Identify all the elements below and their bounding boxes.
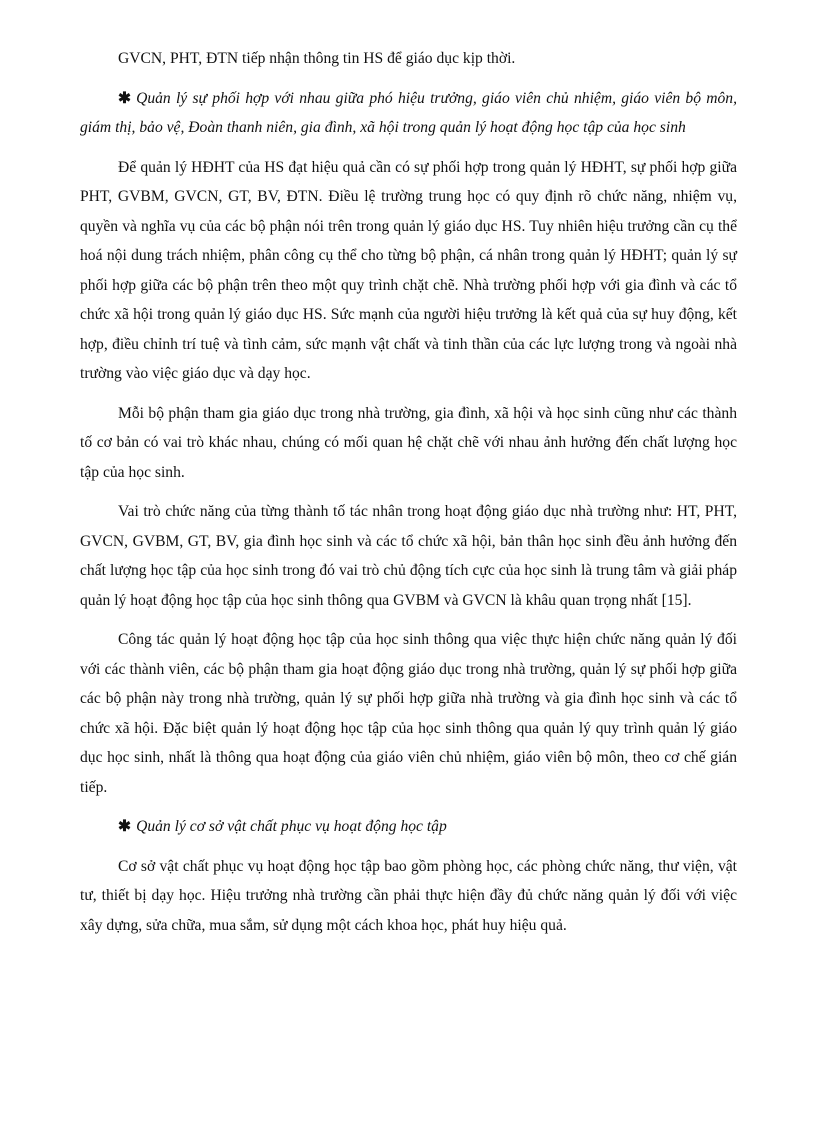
paragraph-components: Mỗi bộ phận tham gia giáo dục trong nhà trường, gia đình, xã hội và học sinh cũng như các thành tố cơ bản có vai trò khác nhau, chúng có mối quan hệ chặt chẽ với nhau ảnh hưởng đến chất lượng học tập của học sinh. bbox=[80, 404, 737, 481]
paragraph-facilities: Cơ sở vật chất phục vụ hoạt động học tập bao gồm phòng học, các phòng chức năng, thư viện, vật tư, thiết bị dạy học. Hiệu trưởng nhà trường cần phải thực hiện đầy đủ chức năng quản lý đối với việc xây dựng, sửa chữa, mua sắm, sử dụng một cách khoa học, phát huy hiệu quả. bbox=[80, 857, 737, 934]
paragraph-management-work: Công tác quản lý hoạt động học tập của học sinh thông qua việc thực hiện chức năng quản lý đối với các thành viên, các bộ phận tham gia hoạt động giáo dục trong nhà trường, quản lý sự phối hợp giữa các bộ phận này trong nhà trường, quản lý sự phối hợp giữa nhà trường và gia đình học sinh và các tổ chức xã hội. Đặc biệt quản lý hoạt động học tập của học sinh thông qua quản lý quy trình quản lý giáo dục học sinh, nhất là thông qua hoạt động của giáo viên chủ nhiệm, giáo viên bộ môn, theo cơ chế gián tiếp. bbox=[80, 631, 737, 796]
paragraph-coordination: Để quản lý HĐHT của HS đạt hiệu quả cần có sự phối hợp trong quản lý HĐHT, sự phối hợp giữa PHT, GVBM, GVCN, GT, BV, ĐTN. Điều lệ trường trung học có quy định rõ chức năng, nhiệm vụ, quyền và nghĩa vụ của các bộ phận nói trên trong quản lý giáo dục HS. Tuy nhiên hiệu trưởng cần cụ thể hoá nội dung trách nhiệm, phân công cụ thể cho từng bộ phận, cá nhân trong quản lý HĐHT; quản lý sự phối hợp giữa các bộ phận trên theo một quy trình chặt chẽ. Nhà trường phối hợp với gia đình và các tổ chức xã hội trong quản lý giáo dục HS. Sức mạnh của người hiệu trưởng là kết quả của sự huy động, kết hợp, điều chỉnh trí tuệ và tình cảm, sức mạnh vật chất và tinh thần của các lực lượng trong và ngoài nhà trường vào việc giáo dục và dạy học. bbox=[80, 158, 737, 382]
section-heading-facilities bbox=[80, 812, 737, 842]
asterisk-bullet-icon: ✱ bbox=[118, 89, 132, 107]
section-heading-text: Quản lý cơ sở vật chất phục vụ hoạt động học tập bbox=[136, 818, 447, 835]
section-heading-coordination bbox=[80, 84, 737, 143]
section-heading-text: Quản lý sự phối hợp với nhau giữa phó hiệu trưởng, giáo viên chủ nhiệm, giáo viên bộ môn, giám thị, bảo vệ, Đoàn thanh niên, gia đình, xã hội trong quản lý hoạt động học tập của học sinh bbox=[80, 89, 737, 136]
asterisk-bullet-icon: ✱ bbox=[118, 818, 132, 835]
document-body bbox=[80, 44, 737, 940]
paragraph-roles: Vai trò chức năng của từng thành tố tác nhân trong hoạt động giáo dục nhà trường như: HT, PHT, GVCN, GVBM, GT, BV, gia đình học sinh và các tổ chức xã hội, bản thân học sinh đều ảnh hưởng đến chất lượng học tập của học sinh trong đó vai trò chủ động tích cực của học sinh là trung tâm và giải pháp quản lý hoạt động học tập của học sinh thông qua GVBM và GVCN là khâu quan trọng nhất [15]. bbox=[80, 503, 737, 609]
paragraph-intro: GVCN, PHT, ĐTN tiếp nhận thông tin HS để giáo dục kịp thời. bbox=[118, 50, 516, 67]
